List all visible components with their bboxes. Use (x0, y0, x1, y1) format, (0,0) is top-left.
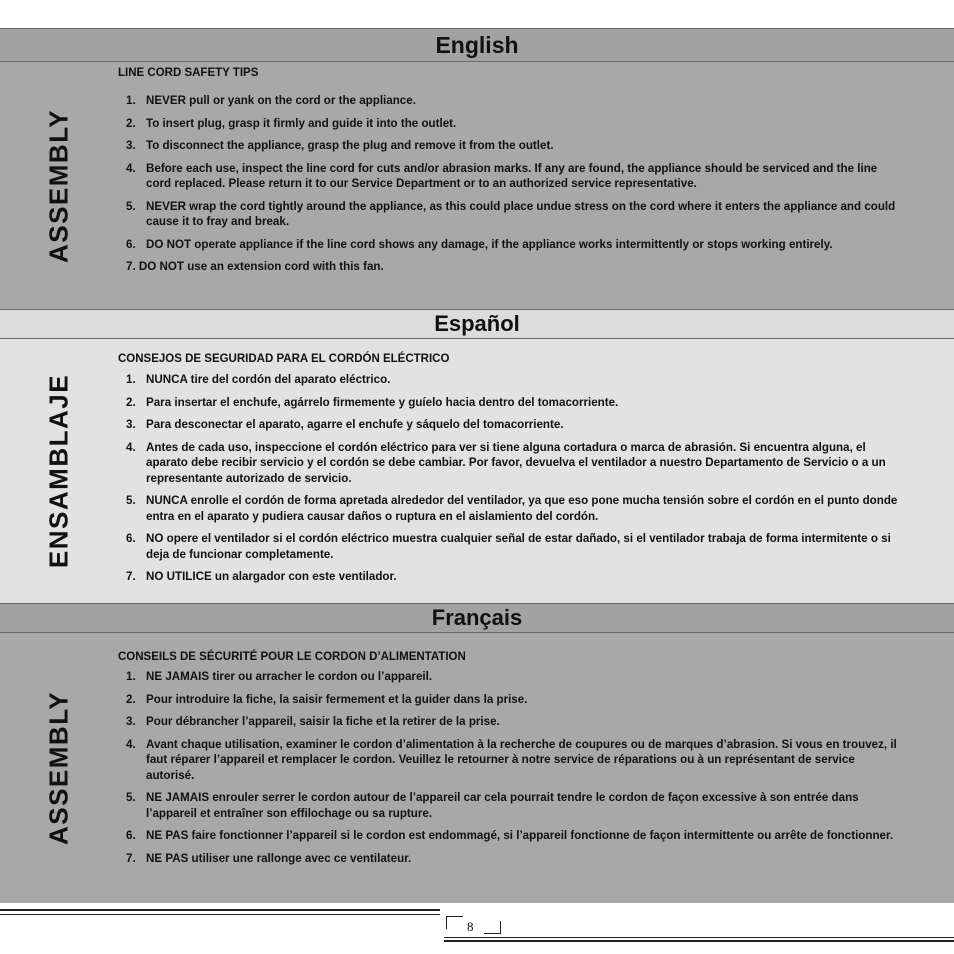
side-label: ASSEMBLY (43, 108, 74, 263)
side-label: ASSEMBLY (43, 690, 74, 846)
list-item: 4. Before each use, inspect the line cord for cuts and/or abrasion marks. If any are found, the appliance should be serviced and the line cord replaced. Please return it to our Service Department or to an authorized service representative. (126, 161, 878, 190)
list-item: 4. Avant chaque utilisation, examiner le cordon d’alimentation à la recherche de coupures ou de marques d’abrasion. Si vous en trouvez, il faut réparer l’appareil et remplacer le cordon. Veuillez le retourner à notre service de réparations ou à un représentant de service autorisé. (126, 737, 897, 782)
language-title: Español (434, 311, 520, 336)
list-item: 3. To disconnect the appliance, grasp the plug and remove it from the outlet. (126, 139, 554, 152)
language-band-english (0, 28, 954, 62)
list-item: 3. Pour débrancher l’appareil, saisir la fiche et la retirer de la prise. (126, 715, 500, 728)
language-band-francais (0, 603, 954, 633)
section-espanol (0, 339, 954, 603)
section-francais (0, 633, 954, 903)
sidebar (0, 62, 118, 309)
list-item: 7. NO UTILICE un alargador con este ventilador. (126, 570, 397, 583)
content (118, 67, 904, 282)
sidebar (0, 339, 118, 603)
list-item: 2. Para insertar el enchufe, agárrelo firmemente y guíelo hacia dentro del tomacorriente. (126, 395, 619, 409)
tips-list (118, 669, 904, 866)
content (118, 651, 904, 873)
tips-list (118, 93, 904, 275)
page-number: 8 (467, 919, 474, 934)
list-item: 7. DO NOT use an extension cord with this fan. (126, 260, 384, 273)
page-corner-bottom-right (484, 921, 501, 934)
language-title: English (435, 32, 519, 58)
list-item: 7. NE PAS utiliser une rallonge avec ce ventilateur. (126, 851, 412, 865)
section-english (0, 62, 954, 309)
language-title: Français (431, 605, 523, 630)
tips-list (118, 372, 904, 585)
list-item: 5. NUNCA enrolle el cordón de forma apretada alrededor del ventilador, ya que eso pone mucha tensión sobre el cordón en el punto donde entra en el aparato y pudiera causar daños o ruptura en el aislamiento del cordón. (126, 494, 898, 523)
list-item: 5. NE JAMAIS enrouler serrer le cordon autour de l’appareil car cela pourrait tendre le cordon de façon excessive à son entrée dans l’appareil et entraîner son effilochage ou sa rupture. (126, 791, 859, 820)
footer-rule-left-thin (0, 914, 440, 915)
list-item: 6. NO opere el ventilador si el cordón eléctrico muestra cualquier señal de estar dañado, si el ventilador trabaja de forma intermitente o si deja de funcionar completamente. (126, 532, 891, 561)
content (118, 353, 904, 592)
section-heading: CONSEJOS DE SEGURIDAD PARA EL CORDÓN ELÉCTRICO (118, 353, 450, 365)
list-item: 3. Para desconectar el aparato, agarre el enchufe y sáquelo del tomacorriente. (126, 418, 564, 431)
list-item: 1. NUNCA tire del cordón del aparato eléctrico. (126, 373, 391, 386)
footer-rule-right-thin (444, 937, 954, 938)
list-item: 2. Pour introduire la fiche, la saisir fermement et la guider dans la prise. (126, 692, 528, 706)
page-corner-top-left (446, 916, 463, 929)
section-heading: LINE CORD SAFETY TIPS (118, 67, 259, 79)
list-item: 1. NE JAMAIS tirer ou arracher le cordon ou l’appareil. (126, 670, 433, 683)
language-band-espanol (0, 309, 954, 339)
list-item: 5. NEVER wrap the cord tightly around the appliance, as this could place undue stress on the cord where it enters the appliance and could cause it to fray and break. (126, 199, 896, 228)
list-item: 1. NEVER pull or yank on the cord or the appliance. (126, 94, 416, 107)
section-heading: CONSEILS DE SÉCURITÉ POUR LE CORDON D’ALIMENTATION (118, 651, 466, 663)
footer-rule-right-thick (444, 940, 954, 942)
list-item: 2. To insert plug, grasp it firmly and guide it into the outlet. (126, 116, 457, 130)
footer-rule-left-thick (0, 909, 440, 911)
list-item: 6. DO NOT operate appliance if the line cord shows any damage, if the appliance works intermittently or stops working entirely. (126, 237, 833, 251)
sidebar (0, 633, 118, 903)
side-label: ENSAMBLAJE (43, 373, 74, 569)
list-item: 6. NE PAS faire fonctionner l’appareil si le cordon est endommagé, si l’appareil fonctionne de façon intermittente ou arrête de fonctionner. (126, 829, 894, 842)
list-item: 4. Antes de cada uso, inspeccione el cordón eléctrico para ver si tiene alguna cortadura o marca de abrasión. Si encuentra alguna, el aparato debe recibir servicio y el cordón se debe cambiar. Por favor, devuelva el ventilador a nuestro Departamento de Servicio o a un representante autorizado de servicio. (126, 440, 886, 485)
